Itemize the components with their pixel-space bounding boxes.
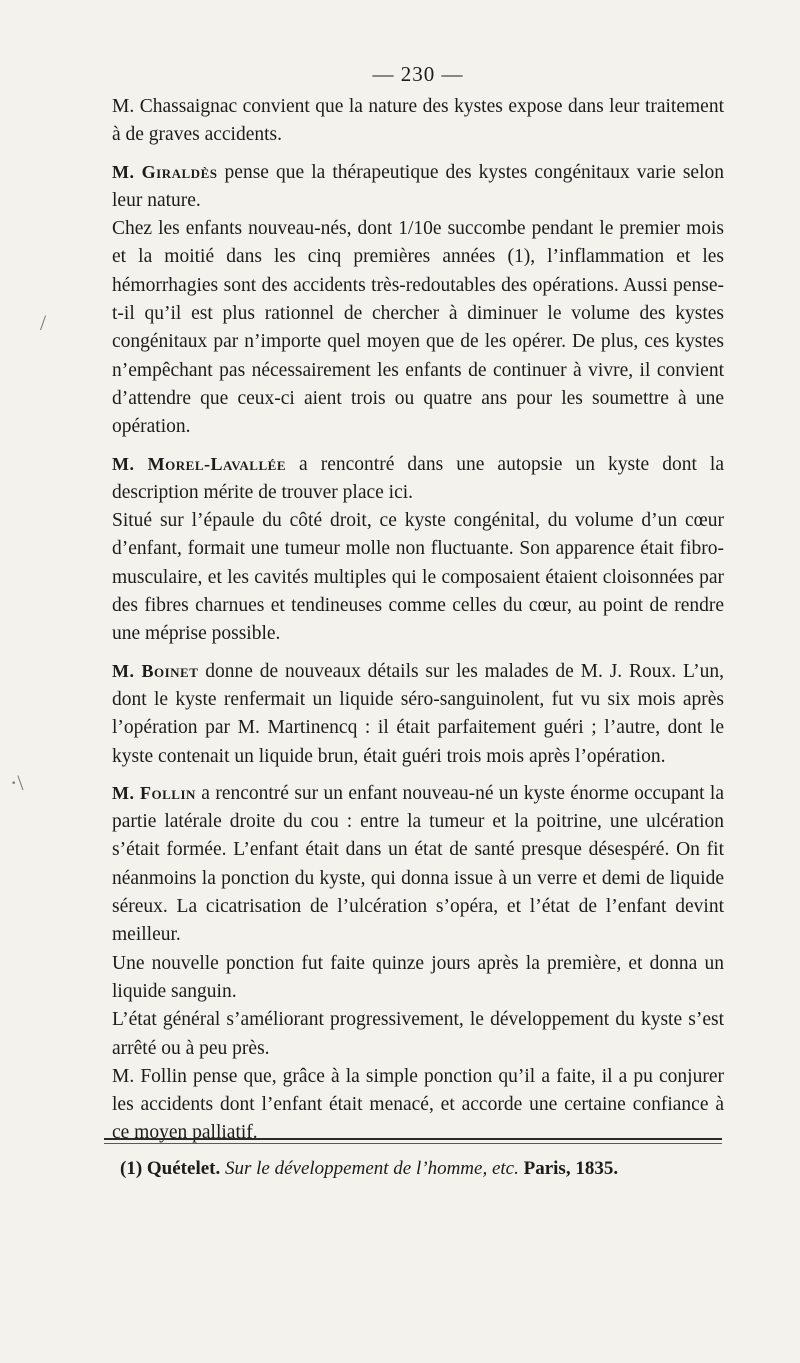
page-body: [112, 62, 724, 1148]
paragraph-text: a rencontré sur un enfant nouveau-né un kyste énorme occupant la partie latérale droite du cou : entre la tumeur et la poitrine, une ulcération s’était formée. L’enfant était dans un état de santé presque désespéré. On fit néanmoins la ponction du kyste, qui donna issue à un verre et demi de liquide séreux. La cicatrisation de l’ulcération s’opéra, et l’état de l’enfant devint meilleur.: [112, 782, 724, 946]
paragraph-2: [112, 158, 724, 216]
paragraph-text: a rencontré dans une autopsie un kyste dont la description mérite de trouver place ici.: [112, 453, 724, 503]
paragraph-9: [112, 1006, 724, 1063]
paragraph-text: M. Follin pense que, grâce à la simple ponction qu’il a faite, il a pu conjurer les accidents dont l’enfant était menacé, et accorde une certaine confiance à ce moyen palliatif.: [112, 1065, 724, 1144]
speaker-name: M. Follin: [112, 782, 196, 803]
paragraph-5: [112, 507, 724, 648]
paragraph-8: [112, 950, 724, 1007]
paragraph-1: [112, 93, 724, 150]
page-number: — 230 —: [372, 62, 464, 86]
paragraph-10: [112, 1063, 724, 1148]
speaker-name: M. Boinet: [112, 660, 199, 681]
paragraph-6: [112, 657, 724, 771]
speaker-name: M. Morel-Lavallée: [112, 453, 286, 474]
paragraph-text: M. Chassaignac convient que la nature des kystes expose dans leur traitement à de graves accidents.: [112, 96, 724, 146]
paragraph-text: Chez les enfants nouveau-nés, dont 1/10e succombe pendant le premier mois et la moitié dans les cinq premières années (1), l’inflammation et les hémorrhagies sont des accidents très-redoutables des opérations. Aussi pense-t-il qu’il est plus rationnel de chercher à diminuer le volume des kystes congénitaux par n’importe quel moyen que de les opérer. De plus, ces kystes n’empêchant pas nécessairement les enfants de continuer à vivre, il convient d’attendre que ceux-ci aient trois ou quatre ans pour les soumettre à une opération.: [112, 218, 724, 438]
paragraph-4: [112, 450, 724, 508]
paragraph-text: pense que la thérapeutique des kystes congénitaux varie selon leur nature.: [112, 161, 724, 211]
paragraph-7: [112, 779, 724, 950]
paragraph-3: [112, 215, 724, 441]
speaker-name: M. Giraldès: [112, 161, 218, 182]
footnote-rule: [104, 1143, 722, 1144]
footnote-rule: [104, 1138, 722, 1140]
footnote-rest: Paris, 1835.: [518, 1158, 619, 1179]
paragraph-text: L’état général s’améliorant progressivement, le développement du kyste s’est arrêté ou à peu près.: [112, 1009, 724, 1059]
margin-mark: ·\: [10, 770, 24, 795]
paragraph-text: Situé sur l’épaule du côté droit, ce kyste congénital, du volume d’un cœur d’enfant, formait une tumeur molle non fluctuante. Son apparence était fibro-musculaire, et les cavités multiples qui le composaient étaient cloisonnées par des fibres charnues et tendineuses comme celles du cœur, au point de rendre une méprise possible.: [112, 510, 724, 645]
footnote-title: Sur le développement de l’homme, etc.: [224, 1158, 519, 1179]
footnote: [120, 1158, 720, 1180]
margin-mark: /: [40, 310, 47, 335]
paragraph-text: donne de nouveaux détails sur les malades de M. J. Roux. L’un, dont le kyste renfermait un liquide séro-sanguinolent, fut vu six mois après l’opération par M. Martinencq : il était parfaitement guéri ; l’autre, dont le kyste contenait un liquide brun, était guéri trois mois après l’opération.: [112, 660, 725, 767]
footnote-marker: (1) Quételet.: [120, 1158, 225, 1179]
paragraph-text: Une nouvelle ponction fut faite quinze jours après la première, et donna un liquide sanguin.: [112, 952, 724, 1002]
